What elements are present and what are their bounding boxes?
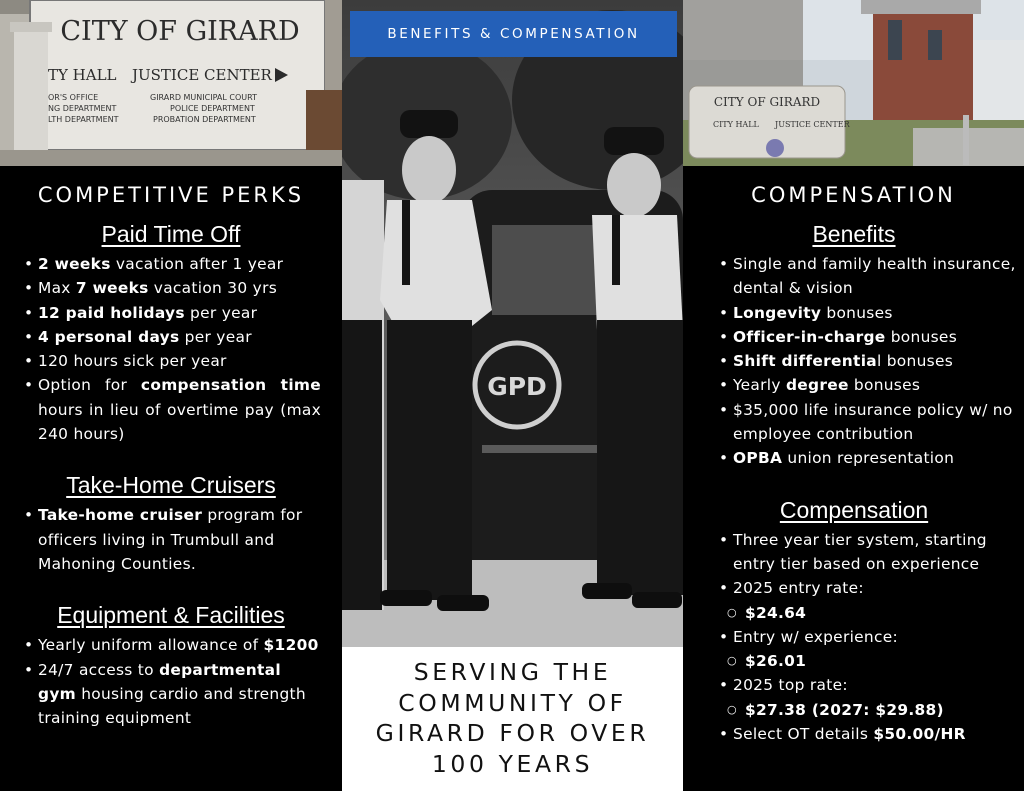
compensation-list xyxy=(716,528,1016,747)
list-item: • Yearly uniform allowance of $1200 xyxy=(21,633,321,657)
list-item: • $35,000 life insurance policy w/ no employee contribution xyxy=(716,398,1016,447)
list-item: • Option for compensation time hours in lieu of overtime pay (max 240 hours) xyxy=(21,373,321,446)
right-column xyxy=(683,0,1024,791)
compensation-title: Compensation xyxy=(779,496,929,523)
list-item: • Single and family health insurance, dental & vision xyxy=(716,252,1016,301)
sign-justice-text: JUSTICE CENTER xyxy=(132,66,272,84)
sign-small-text: LTH DEPARTMENT xyxy=(48,115,119,124)
benefits-list xyxy=(716,252,1016,471)
gpd-emblem-text: GPD xyxy=(487,372,547,401)
sign-small-text: PROBATION DEPARTMENT xyxy=(153,115,256,124)
list-subitem: ○ $24.64 xyxy=(716,601,1016,625)
paid-time-off-list xyxy=(21,252,321,446)
serving-line: COMMUNITY OF xyxy=(398,688,627,717)
list-item: • Select OT details $50.00/HR xyxy=(716,722,1016,746)
sign-small-text: GIRARD MUNICIPAL COURT xyxy=(150,93,257,102)
benefits-title: Benefits xyxy=(812,221,896,247)
equipment-list xyxy=(21,633,321,730)
left-column xyxy=(0,0,342,791)
serving-line: SERVING THE xyxy=(413,658,612,686)
list-item: • 24/7 access to departmental gym housing cardio and strength training equipment xyxy=(21,658,321,731)
list-item: • Entry w/ experience: xyxy=(716,625,1016,649)
officers-historic-photo xyxy=(342,0,683,647)
list-item: • Max 7 weeks vacation 30 yrs xyxy=(21,276,321,300)
list-item: • Take-home cruiser program for officers living in Trumbull and Mahoning Counties. xyxy=(21,503,321,576)
equipment-facilities-title: Equipment & Facilities xyxy=(57,602,285,629)
list-item: • Longevity bonuses xyxy=(716,301,1016,325)
list-item: • 4 personal days per year xyxy=(21,325,321,349)
cruisers-list xyxy=(21,503,321,576)
list-item: • Officer-in-charge bonuses xyxy=(716,325,1016,349)
city-hall-sign-photo xyxy=(0,0,342,166)
list-subitem: ○ $27.38 (2027: $29.88) xyxy=(716,698,1016,722)
sign-small-text: OR'S OFFICE xyxy=(48,93,99,102)
serving-community-text xyxy=(342,657,683,779)
left-content xyxy=(21,221,321,730)
sign-city-hall-text: CITY HALL xyxy=(713,120,759,129)
right-content xyxy=(716,221,1016,746)
list-item: • 2025 entry rate: xyxy=(716,576,1016,600)
serving-line: GIRARD FOR OVER xyxy=(375,719,650,747)
list-item: • 2 weeks vacation after 1 year xyxy=(21,252,321,276)
sign-city-text: CITY OF GIRARD xyxy=(60,16,300,47)
list-item: • Three year tier system, starting entry tier based on experience xyxy=(716,528,1016,577)
sign-small-text: NG DEPARTMENT xyxy=(48,104,117,113)
middle-column xyxy=(342,0,683,791)
sign-small-text: POLICE DEPARTMENT xyxy=(170,104,255,113)
list-item: • Yearly degree bonuses xyxy=(716,373,1016,397)
list-item: • 2025 top rate: xyxy=(716,673,1016,697)
list-item: • OPBA union representation xyxy=(716,446,1016,470)
list-item: • 120 hours sick per year xyxy=(21,349,321,373)
serving-line: 100 YEARS xyxy=(431,749,594,778)
take-home-cruisers-title: Take-Home Cruisers xyxy=(66,472,276,499)
list-item: • 12 paid holidays per year xyxy=(21,301,321,325)
justice-center-building-photo xyxy=(683,0,1024,166)
compensation-heading: COMPENSATION xyxy=(751,183,956,207)
list-item: • Shift differential bonuses xyxy=(716,349,1016,373)
sign-justice-text: JUSTICE CENTER xyxy=(775,120,850,129)
list-subitem: ○ $26.01 xyxy=(716,649,1016,673)
sign-city-text: CITY OF GIRARD xyxy=(713,95,821,109)
benefits-compensation-banner: BENEFITS & COMPENSATION xyxy=(350,11,677,57)
sign-city-hall-text: TY HALL xyxy=(48,66,117,84)
competitive-perks-heading: COMPETITIVE PERKS xyxy=(37,183,305,207)
paid-time-off-title: Paid Time Off xyxy=(101,221,241,247)
